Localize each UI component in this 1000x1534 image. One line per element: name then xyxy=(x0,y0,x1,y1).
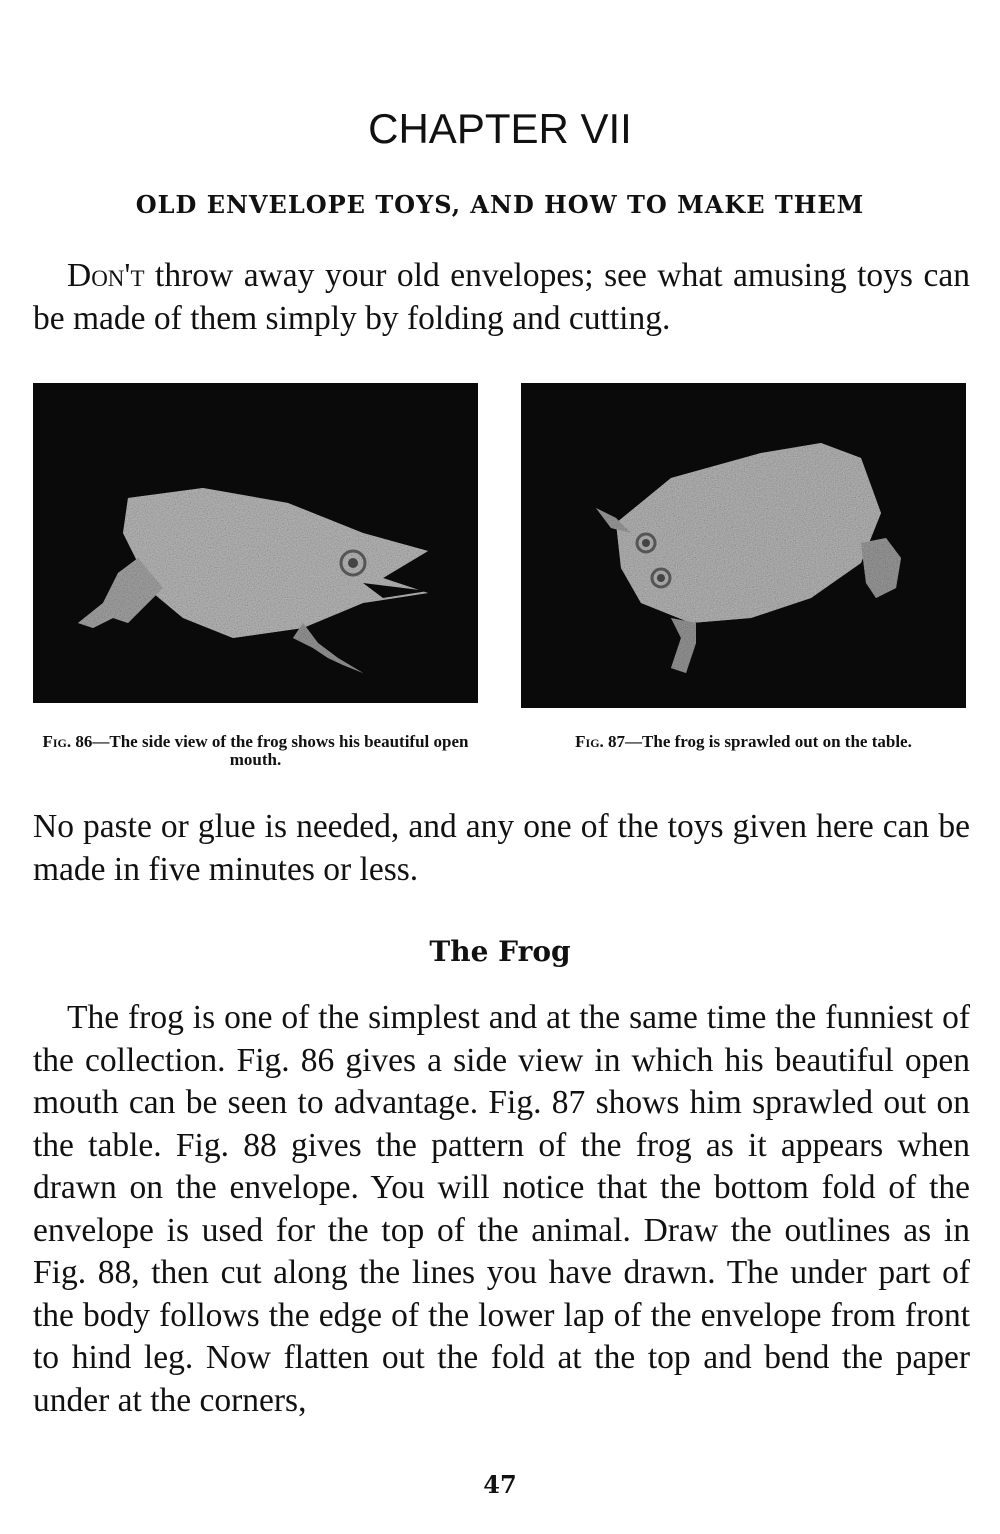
figure-87-label: Fig. 87 xyxy=(575,732,626,751)
page-number: 47 xyxy=(483,1470,517,1499)
intro-paragraph xyxy=(33,255,970,340)
section-title-the-frog: The Frog xyxy=(429,935,571,968)
chapter-subtitle: OLD ENVELOPE TOYS, AND HOW TO MAKE THEM xyxy=(135,190,865,219)
frog-sprawled-illustration xyxy=(521,383,966,708)
chapter-heading: CHAPTER VII xyxy=(368,105,632,152)
figure-87-caption-text: —The frog is sprawled out on the table. xyxy=(625,732,912,751)
figure-86-caption-text: —The side view of the frog shows his beautiful open mouth. xyxy=(92,732,469,769)
figure-86-caption xyxy=(33,733,478,769)
frog-side-view-illustration xyxy=(33,383,478,703)
figure-87-caption xyxy=(521,733,966,751)
figure-87-frog-sprawled xyxy=(521,383,966,708)
intro-lead-word: Don't xyxy=(67,257,145,294)
paste-glue-paragraph: No paste or glue is needed, and any one of the toys given here can be made in five minutes or less. xyxy=(33,808,970,888)
frog-instructions-text: The frog is one of the simplest and at the same time the funniest of the collection. Fig. 86 gives a side view in which his beautiful open mouth can be seen to advantage. Fig. 87 shows him sprawled out on the table. Fig. 88 gives the pattern of the frog as it appears when drawn on the envelope. You will notice that the bottom fold of the envelope is used for the top of the animal. Draw the outlines as in Fig. 88, then cut along the lines you have drawn. The under part of the body follows the edge of the lower lap of the envelope from front to hind leg. Now flatten out the fold at the top and bend the paper under at the corners, xyxy=(33,999,970,1419)
intro-text: throw away your old envelopes; see what amusing toys can be made of them simply by folding and cutting. xyxy=(33,257,970,337)
figure-86-frog-side-view xyxy=(33,383,478,703)
figure-86-label: Fig. 86 xyxy=(42,732,93,751)
frog-instructions-paragraph xyxy=(33,997,970,1422)
